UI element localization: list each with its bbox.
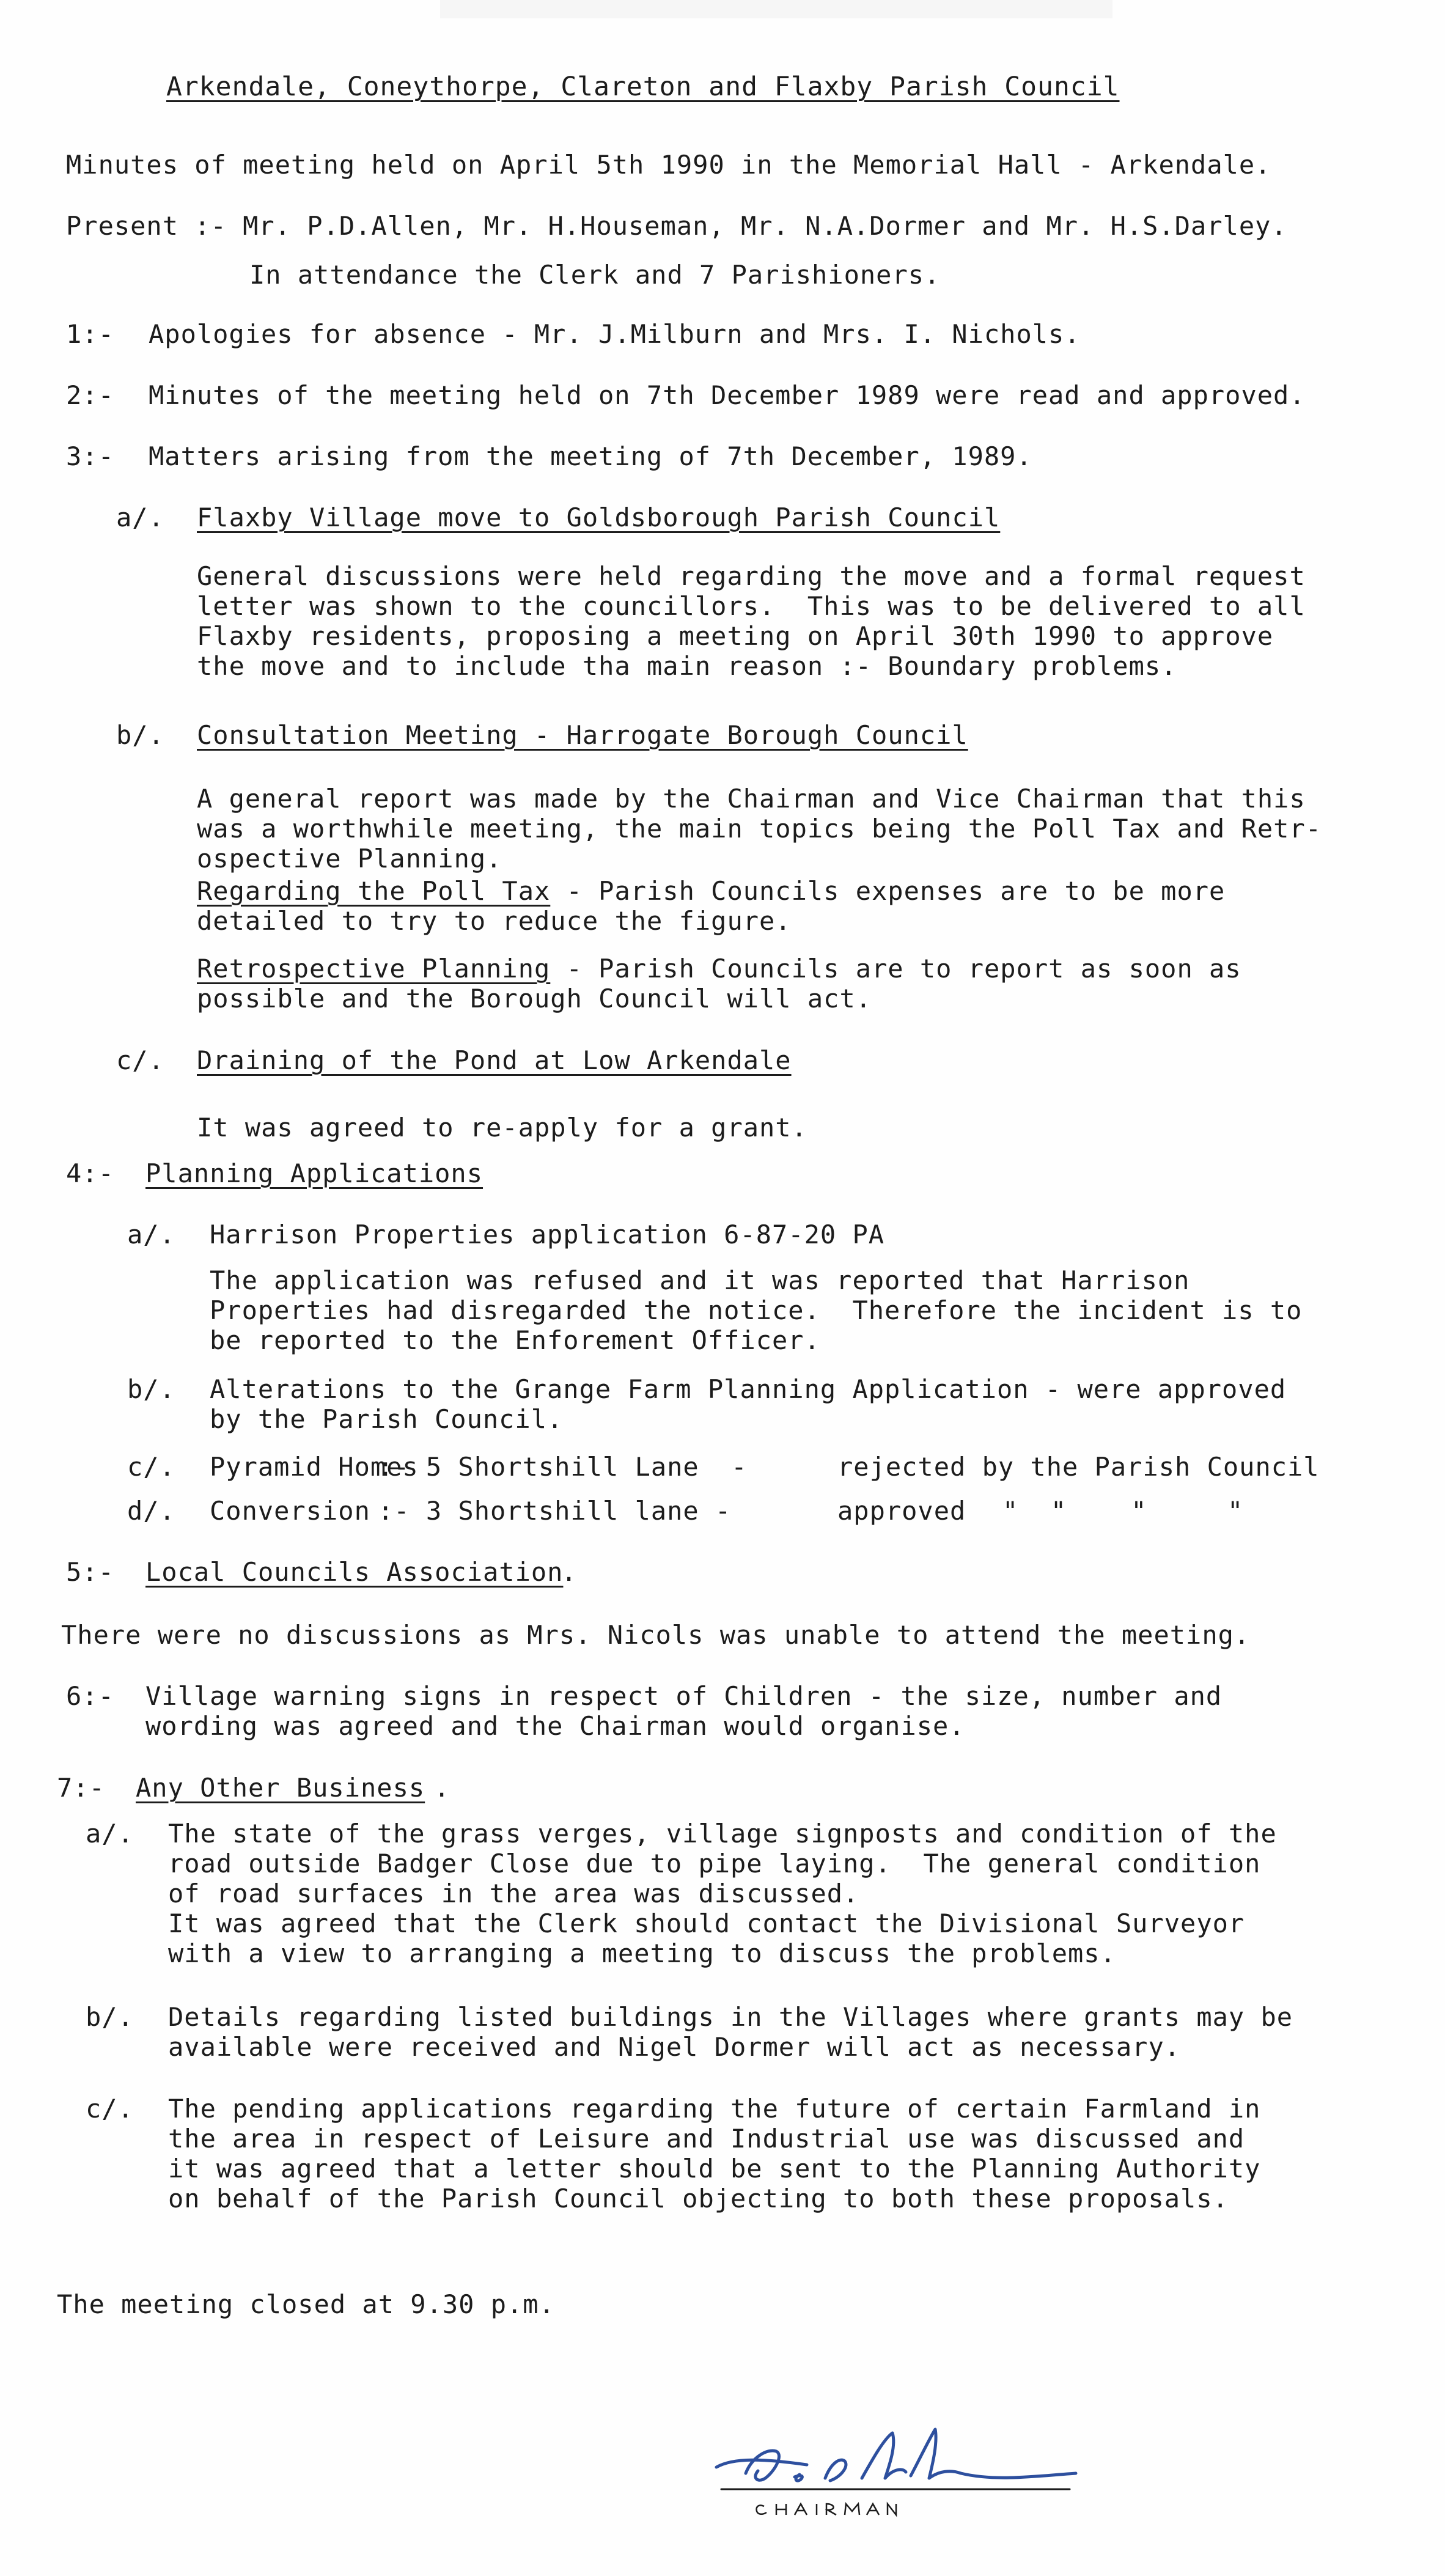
listed-buildings-body bbox=[168, 2002, 1293, 2062]
body-line: the move and to include tha main reason :- Boundary problems. bbox=[197, 651, 1177, 681]
pond-heading: Draining of the Pond at Low Arkendale bbox=[197, 1045, 792, 1075]
subitem-label: b/. bbox=[86, 2002, 134, 2032]
planning-heading: Planning Applications bbox=[145, 1158, 484, 1188]
body-line: on behalf of the Parish Council objecting to both these proposals. bbox=[168, 2184, 1229, 2214]
body-line: the area in respect of Leisure and Industrial use was discussed and bbox=[168, 2124, 1245, 2154]
item-number: 7:- bbox=[57, 1773, 105, 1803]
subitem-label: d/. bbox=[127, 1496, 175, 1526]
body-line: by the Parish Council. bbox=[210, 1404, 564, 1434]
body-line: The application was refused and it was reported that Harrison bbox=[210, 1265, 1190, 1295]
body-line: wording was agreed and the Chairman would organise. bbox=[145, 1711, 965, 1741]
pond-text: It was agreed to re-apply for a grant. bbox=[197, 1113, 807, 1143]
application-address: :- 5 Shortshill Lane - bbox=[378, 1452, 748, 1482]
body-line: The state of the grass verges, village signposts and condition of the bbox=[168, 1819, 1277, 1849]
subitem-label: a/. bbox=[86, 1819, 134, 1849]
application-decision: approved bbox=[837, 1496, 966, 1526]
apologies-text: Apologies for absence - Mr. J.Milburn and Mrs. I. Nichols. bbox=[149, 319, 1081, 349]
poll-tax-line-2: detailed to try to reduce the figure. bbox=[197, 906, 792, 936]
item-number: 1:- bbox=[66, 319, 114, 349]
flaxby-move-body bbox=[197, 561, 1306, 681]
body-line: be reported to the Enforement Officer. bbox=[210, 1325, 820, 1355]
retrospective-line-2: possible and the Borough Council will act. bbox=[197, 984, 872, 1014]
warning-signs-body bbox=[145, 1681, 1222, 1741]
body-line: road outside Badger Close due to pipe laying. The general condition bbox=[168, 1849, 1261, 1879]
poll-tax-text: - Parish Councils expenses are to be more bbox=[550, 876, 1226, 906]
item-number: 4:- bbox=[66, 1158, 114, 1188]
scan-edge-shade bbox=[440, 0, 1112, 18]
poll-tax-line bbox=[197, 876, 1225, 907]
subitem-label: b/. bbox=[127, 1374, 175, 1404]
harrison-body bbox=[210, 1265, 1302, 1355]
item-number: 3:- bbox=[66, 441, 114, 471]
body-line: Village warning signs in respect of Children - the size, number and bbox=[145, 1681, 1223, 1711]
body-line: ospective Planning. bbox=[197, 844, 502, 874]
flaxby-move-heading: Flaxby Village move to Goldsborough Parish Council bbox=[197, 502, 1001, 532]
body-line: The pending applications regarding the future of certain Farmland in bbox=[168, 2094, 1261, 2124]
body-line: of road surfaces in the area was discussed. bbox=[168, 1879, 859, 1908]
chairman-signature bbox=[709, 2415, 1106, 2531]
local-councils-text: There were no discussions as Mrs. Nicols was unable to attend the meeting. bbox=[61, 1620, 1251, 1650]
retrospective-text: - Parish Councils are to report as soon as bbox=[550, 954, 1241, 984]
heading-stop: . bbox=[561, 1557, 578, 1587]
ditto-marks: " " " " bbox=[1002, 1496, 1244, 1526]
subitem-label: c/. bbox=[116, 1045, 164, 1075]
document-title: Arkendale, Coneythorpe, Clareton and Flaxby Parish Council bbox=[166, 72, 1120, 102]
previous-minutes-text: Minutes of the meeting held on 7th December 1989 were read and approved. bbox=[149, 380, 1306, 410]
chairman-caption bbox=[757, 2504, 896, 2515]
subitem-label: c/. bbox=[86, 2094, 134, 2124]
retrospective-line bbox=[197, 954, 1241, 984]
body-line: Flaxby residents, proposing a meeting on April 30th 1990 to approve bbox=[197, 621, 1274, 651]
body-line: General discussions were held regarding the move and a formal request bbox=[197, 561, 1306, 591]
heading-stop: . bbox=[434, 1773, 450, 1803]
item-number: 5:- bbox=[66, 1557, 114, 1587]
poll-tax-heading: Regarding the Poll Tax bbox=[197, 876, 551, 906]
subitem-label: b/. bbox=[116, 720, 164, 750]
subitem-label: a/. bbox=[116, 502, 164, 532]
signature-ink bbox=[716, 2429, 1076, 2489]
local-councils-heading: Local Councils Association bbox=[145, 1557, 564, 1587]
item-number: 6:- bbox=[66, 1681, 114, 1711]
harrison-title: Harrison Properties application 6-87-20 PA bbox=[210, 1220, 885, 1249]
body-line: Details regarding listed buildings in the Villages where grants may be bbox=[168, 2002, 1293, 2032]
closing-time: The meeting closed at 9.30 p.m. bbox=[57, 2289, 555, 2319]
consultation-body bbox=[197, 784, 1322, 874]
item-number: 2:- bbox=[66, 380, 114, 410]
body-line: Alterations to the Grange Farm Planning Application - were approved bbox=[210, 1374, 1287, 1404]
matters-arising-text: Matters arising from the meeting of 7th December, 1989. bbox=[149, 441, 1032, 471]
body-line: It was agreed that the Clerk should contact the Divisional Surveyor bbox=[168, 1908, 1245, 1938]
grange-farm-body bbox=[210, 1374, 1286, 1434]
farmland-body bbox=[168, 2094, 1260, 2214]
application-name: Pyramid Homes bbox=[210, 1452, 419, 1482]
grass-verges-body bbox=[168, 1819, 1277, 1968]
present-line: Present :- Mr. P.D.Allen, Mr. H.Houseman, Mr. N.A.Dormer and Mr. H.S.Darley. bbox=[66, 211, 1287, 241]
body-line: available were received and Nigel Dormer will act as necessary. bbox=[168, 2032, 1181, 2062]
other-business-heading: Any Other Business bbox=[136, 1773, 425, 1803]
retrospective-heading: Retrospective Planning bbox=[197, 954, 551, 984]
body-line: Properties had disregarded the notice. Therefore the incident is to bbox=[210, 1295, 1303, 1325]
body-line: A general report was made by the Chairman and Vice Chairman that this bbox=[197, 784, 1306, 814]
consultation-heading: Consultation Meeting - Harrogate Borough Council bbox=[197, 720, 968, 750]
application-name: Conversion bbox=[210, 1496, 370, 1526]
subitem-label: a/. bbox=[127, 1220, 175, 1249]
body-line: letter was shown to the councillors. This was to be delivered to all bbox=[197, 591, 1306, 621]
meeting-intro: Minutes of meeting held on April 5th 1990 in the Memorial Hall - Arkendale. bbox=[66, 150, 1271, 180]
body-line: was a worthwhile meeting, the main topics being the Poll Tax and Retr- bbox=[197, 814, 1322, 844]
attendance-line: In attendance the Clerk and 7 Parishioners. bbox=[249, 260, 941, 290]
body-line: with a view to arranging a meeting to discuss the problems. bbox=[168, 1938, 1116, 1968]
application-decision: rejected by the Parish Council bbox=[837, 1452, 1320, 1482]
body-line: it was agreed that a letter should be sent to the Planning Authority bbox=[168, 2154, 1261, 2184]
subitem-label: c/. bbox=[127, 1452, 175, 1482]
application-address: :- 3 Shortshill lane - bbox=[378, 1496, 732, 1526]
